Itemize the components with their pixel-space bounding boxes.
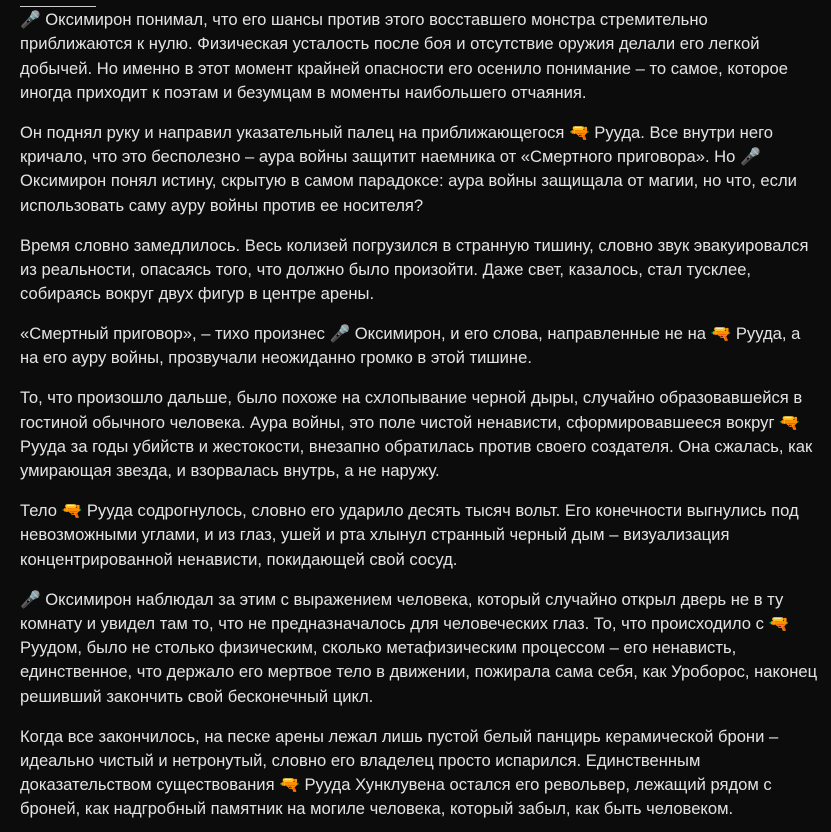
paragraph: Он поднял руку и направил указательный палец на приближающегося 🔫 Рууда. Все внутри него кричало, что это бесполезно – аура войны защитит наемника от «Смертного приговора». Но 🎤 Оксимирон понял истину, скрытую в самом парадоксе: аура войны защищала от магии, но что, если использовать саму ауру войны против ее носителя? [20,122,797,215]
paragraph: 🎤 Оксимирон наблюдал за этим с выражением человека, который случайно открыл дверь не в ту комнату и увидел там то, что не предназначалось для человеческих глаз. То, что происходило с 🔫 Руудом, было не столько физическим, сколько метафизическим процессом – его ненависть, единственное, что держало его мертвое тело в движении, пожирала сама себя, как Уроборос, наконец решивший закончить свой бесконечный цикл. [20,589,818,706]
paragraph: То, что произошло дальше, было похоже на схлопывание черной дыры, случайно образовавшейся в гостиной обычного человека. Аура войны, это поле чистой ненависти, сформировавшееся вокруг 🔫 Рууда за годы убийств и жестокости, внезапно обратилась против своего создателя. Она сжалась, как умирающая звезда, и взорвалась внутрь, а не наружу. [20,388,813,481]
divider [20,6,96,7]
paragraph: 🎤 Оксимирон понимал, что его шансы против этого восставшего монстра стремительно приближаются к нулю. Физическая усталость после боя и отсутствие оружия делали его легкой добычей. Но именно в этот момент крайней опасности его осенило понимание – то самое, которое иногда приходит к поэтам и безумцам в моменты наибольшего отчаяния. [20,10,788,102]
paragraph: «Смертный приговор», – тихо произнес 🎤 Оксимирон, и его слова, направленные не на 🔫 Рууда, а на его ауру войны, прозвучали неожиданно громко в этой тишине. [20,324,801,368]
story-text [20,8,820,822]
paragraph: Когда все закончилось, на песке арены лежал лишь пустой белый панцирь керамической брони – идеально чистый и нетронутый, словно его владелец просто испарился. Единственным доказательством существования 🔫 Рууда Хунклувена остался его револьвер, лежащий рядом с броней, как надгробный памятник на могиле человека, который забыл, как быть человеком. [20,726,779,819]
paragraph: Время словно замедлилось. Весь колизей погрузился в странную тишину, словно звук эвакуировался из реальности, опасаясь того, что должно было произойти. Даже свет, казалось, стал тусклее, собираясь вокруг двух фигур в центре арены. [20,235,809,304]
paragraph: Тело 🔫 Рууда содрогнулось, словно его ударило десять тысяч вольт. Его конечности выгнулись под невозможными углами, и из глаз, ушей и рта хлынул странный черный дым – визуализация концентрированной ненависти, покидающей свой сосуд. [20,501,799,569]
